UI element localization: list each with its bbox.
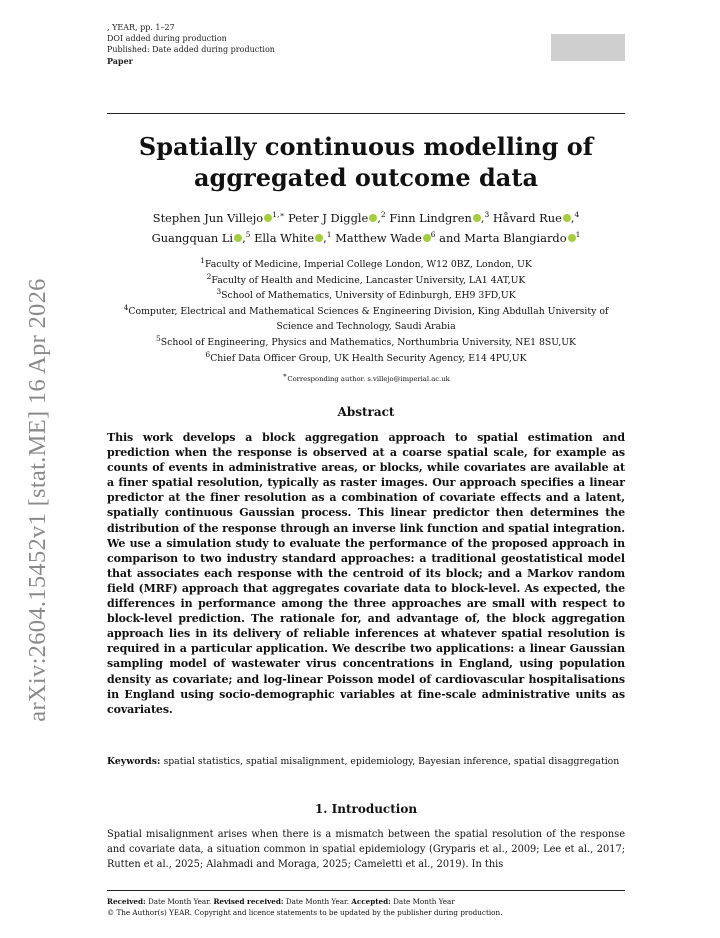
affiliation-text: Faculty of Medicine, Imperial College London, W12 0BZ, London, UK — [204, 259, 532, 270]
keywords — [107, 754, 625, 769]
author-name: Guangquan Li — [151, 231, 234, 245]
abstract-text: This work develops a block aggregation approach to spatial estimation and prediction when the response is observed at a coarse spatial scale, for example as counts of events in administrative areas, or blocks, while covariates are available at a finer spatial resolution, typically as raster images. Our approach specifies a linear predictor at the finer resolution as a combination of covariate effects and a latent, spatially continuous Gaussian process. This linear predictor then determines the distribution of the response through an inverse link function and spatial integration. We use a simulation study to evaluate the performance of the proposed approach in comparison to two industry standard approaches: a traditional geostatistical model that associates each response with the centroid of its block; and a Markov random field (MRF) approach that aggregates covariate data to block-level. As expected, the differences in performance among the three approaches are small with respect to block-level prediction. The rationale for, and advantage of, the block aggregation approach lies in its delivery of reliable inferences at whatever spatial resolution is required in a particular application. We describe two applications: a linear Gaussian sampling model of wastewater virus concentrations in England, using population density as covariate; and log-linear Poisson model of cardiovascular hospitalisations in England using socio-demographic variables at fine-scale administrative units as covariates. — [107, 431, 625, 716]
keywords-label: Keywords: — [107, 756, 161, 767]
paper-title — [107, 131, 625, 193]
author-affil-mark: 5 — [245, 230, 251, 240]
orcid-icon[interactable] — [264, 214, 272, 222]
author-name: Ella White — [254, 231, 315, 245]
affiliation — [107, 257, 625, 273]
received-label: Received: — [107, 897, 146, 906]
author-affil-mark: 3 — [484, 210, 490, 220]
corresponding-mark: ∗ — [282, 370, 288, 380]
orcid-icon[interactable] — [234, 234, 242, 242]
affiliation-text: School of Engineering, Physics and Mathematics, Northumbria University, NE1 8SU,UK — [160, 336, 577, 348]
copyright-notice: © The Author(s) YEAR. Copyright and licence statements to be updated by the publisher during production. — [107, 907, 503, 917]
affiliation-mark: 1 — [200, 255, 205, 265]
orcid-icon[interactable] — [315, 234, 323, 242]
revised-date: Date Month Year. — [285, 897, 349, 906]
author-name: Stephen Jun Villejo — [152, 211, 264, 225]
affiliation — [107, 335, 625, 351]
header-pages: , YEAR, pp. 1–27 — [107, 23, 175, 32]
footer-dates — [107, 897, 625, 908]
author-list: Stephen Jun Villejo $^{1,∗}$ Peter J Diggle ,$^2$ Finn Lindgren ,$^3$ Håvard Rue ,$^4$ Guangquan Li ,$^5$ Ella White ,$^1$ Matthew Wade $^6$ and Marta Blangiardo $^1$ — [151, 210, 581, 245]
author-affil-mark: 2 — [380, 210, 386, 220]
author-affil-mark: 6 — [430, 230, 436, 240]
affiliation-text: Chief Data Officer Group, UK Health Security Agency, E14 4PU,UK — [210, 352, 527, 364]
author-affil-mark: 1 — [326, 230, 332, 240]
author-name: Matthew Wade — [335, 231, 422, 245]
author-name: Håvard Rue — [492, 211, 562, 225]
affiliation-mark: 4 — [123, 302, 129, 312]
affiliation-list — [107, 257, 625, 366]
footer — [107, 897, 625, 919]
orcid-icon[interactable] — [369, 214, 377, 222]
header-article-type: Paper — [107, 55, 133, 66]
accepted-label: Accepted: — [351, 897, 391, 906]
keywords-text: spatial statistics, spatial misalignment, epidemiology, Bayesian inference, spatial disaggregation — [163, 756, 620, 767]
accepted-date: Date Month Year — [393, 897, 455, 906]
affiliation-mark: 6 — [205, 349, 211, 359]
footer-rule — [107, 890, 625, 891]
arxiv-identifier: arXiv:2604.15452v1 [stat.ME] 16 Apr 2026 — [24, 278, 51, 722]
title-line-2: aggregated outcome data — [193, 163, 538, 192]
author-name: Marta Blangiardo — [464, 231, 567, 245]
affiliation — [107, 351, 625, 367]
orcid-icon[interactable] — [563, 214, 571, 222]
affiliation — [107, 304, 625, 335]
affiliation-text: Computer, Electrical and Mathematical Sciences & Engineering Division, King Abdullah University of Science and Technology, Saudi Arabia — [128, 305, 609, 333]
orcid-icon[interactable] — [423, 234, 431, 242]
author-affil-mark: 1,∗ — [272, 210, 285, 220]
introduction-text: Spatial misalignment arises when there is a mismatch between the spatial resolution of the response and covariate data, a situation common in spatial epidemiology (Gryparis et al., 2009; Lee et al., 2017; Rutten et al., 2025; Alahmadi and Moraga, 2025; Cameletti et al., 2019). In this — [107, 829, 625, 871]
received-date: Date Month Year. — [147, 897, 212, 906]
revised-label: Revised received: — [213, 897, 284, 906]
affiliation — [107, 288, 625, 304]
section-heading-introduction: 1. Introduction — [314, 802, 418, 816]
corresponding-author — [107, 370, 625, 383]
affiliation-mark: 2 — [206, 271, 212, 281]
journal-header — [107, 22, 275, 67]
header-rule — [107, 113, 625, 114]
affiliation — [107, 273, 625, 289]
title-line-1: Spatially continuous modelling of — [138, 132, 594, 161]
author-affil-mark: 1 — [575, 230, 581, 240]
affiliation-mark: 5 — [155, 333, 161, 343]
author-affil-mark: 4 — [574, 210, 580, 220]
corresponding-text: Corresponding author. s.villejo@imperial.ac.uk — [287, 375, 450, 383]
abstract-heading: Abstract — [337, 405, 395, 419]
affiliation-text: Faculty of Health and Medicine, Lancaster University, LA1 4AT,UK — [211, 274, 526, 286]
author-name: Peter J Diggle — [288, 211, 369, 225]
orcid-icon[interactable] — [568, 234, 576, 242]
header-doi: DOI added during production — [107, 34, 227, 44]
header-published: Published: Date added during production — [107, 45, 275, 55]
affiliation-mark: 3 — [216, 287, 222, 297]
journal-logo-placeholder — [551, 34, 625, 61]
author-name: Finn Lindgren — [389, 211, 472, 225]
affiliation-text: School of Mathematics, University of Edinburgh, EH9 3FD,UK — [221, 290, 516, 302]
orcid-icon[interactable] — [473, 214, 481, 222]
